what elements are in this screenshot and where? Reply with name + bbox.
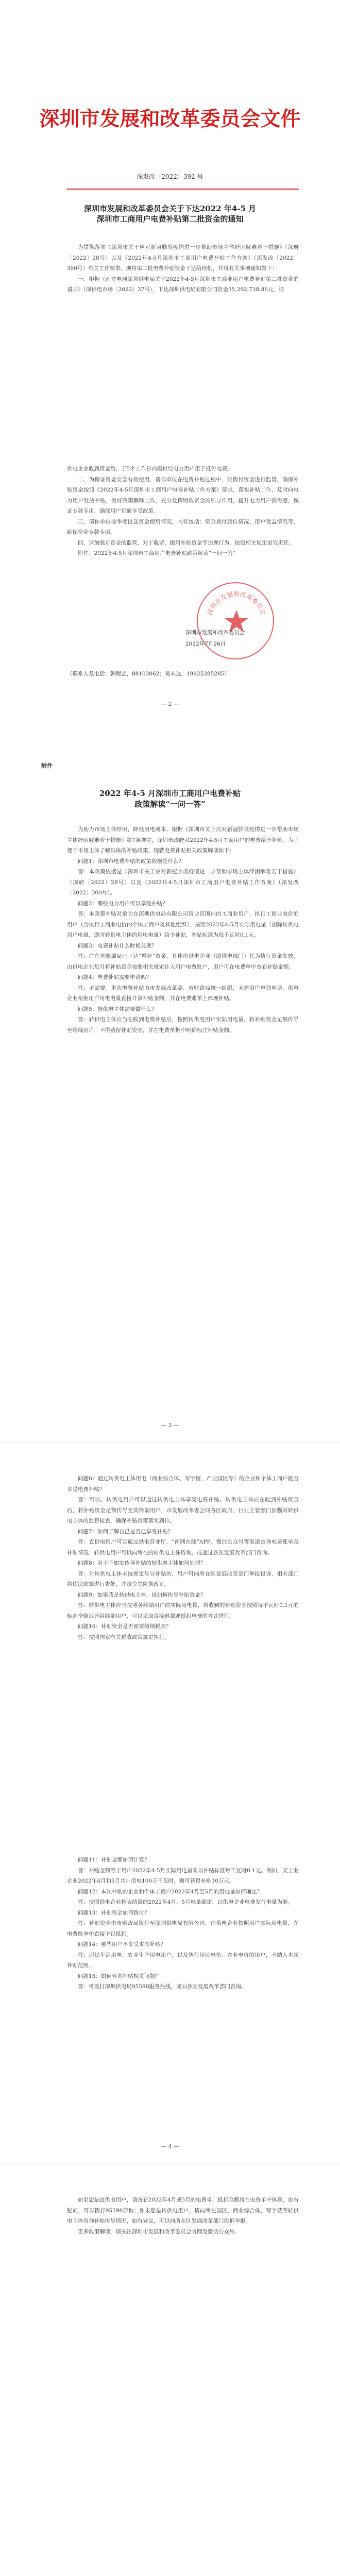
notice-title-line-1: 深圳市发展和改革委员会关于下达2022 年4-5 月 bbox=[83, 204, 257, 213]
page-1 bbox=[0, 0, 340, 721]
paragraph: 供电企业收到资金后，于5个工作日内拨付给电力用户用于抵付电费。 bbox=[67, 466, 233, 472]
paragraph: 二、为保证资金安全有效使用，请你单位在电费补贴过程中，对拨付资金进行监管，确保补贴资金按照《2022年4-5月深圳市工商用户电费补贴工作方案》要求，落实补贴工作，及时向电力用户发放补贴，做好政策解释工作，充分发挥财政资金的引导作用，提升电力用户获得感，保证专款专用，确保用户足额享受政策。 bbox=[67, 476, 299, 514]
question: 问题9：如果我是转供电主体，该如何传导补贴资金？ bbox=[78, 1591, 206, 1598]
answer: 答：直供电用户可以通过供电营业厅、“南网在线”APP、微信公众号等渠道查询电费账单及补贴情况；转供电用户可以向所在的转供电主体咨询，或通过各区发展改革部门咨询。 bbox=[67, 1539, 299, 1556]
page-number: — 3 — bbox=[161, 1422, 179, 1429]
question: 问题8：对于不如实传导补贴的转供电主体如何处理？ bbox=[78, 1560, 206, 1566]
question: 问题12：本次补贴的企业和个体工商户2022年4月至5月的用电量如何确定？ bbox=[78, 1888, 262, 1895]
seal-text: 深圳市发展和改革委员会 bbox=[206, 590, 267, 616]
notice-body-continued bbox=[67, 464, 299, 559]
annex-title-line-1: 2022 年4-5 月深圳市工商用户电费补贴 bbox=[99, 789, 241, 798]
answer: 答：广东省能源局已下达“增补”资金，具体由供电企业（即供电部门）代为执行资金发放，由供电企业每月将补贴资金按照相关规定计入用户电费账户，用户可在电费单中查看补贴金额。 bbox=[67, 953, 299, 970]
paragraph: 为贯彻落实《深圳市关于应对新冠肺炎疫情进一步帮助市场主体纾困解难若干措施》（深府〔2022〕28号）以及《2022年4-5月深圳市工商用户电费补贴工作方案》（深发改〔2022〕300号）有关工作要求，现将第二批电费补贴资金下达给你们，并将有关事项通知如下： bbox=[67, 244, 299, 272]
red-divider bbox=[67, 189, 299, 190]
attachment-line: 附件：2022年4-5月深圳市工商用户电费补贴政策解读“一问一答” bbox=[78, 550, 236, 556]
answer: 答：不需要。本次电费补贴由市发展改革委、市财政局统一组织，无需用户单独申请，供电企业根据用户用电电量直接计算补贴金额，并在电费账单上体现补贴。 bbox=[67, 985, 299, 1002]
answer: 答：本政策依据是《深圳市关于应对新冠肺炎疫情进一步帮助市场主体纾困解难若干措施》（深府〔2022〕28号）以及《2022年4-5月深圳市工商用户电费补贴工作方案》（深发改〔2022〕300号）。 bbox=[67, 869, 299, 896]
annex-body-top bbox=[67, 1473, 299, 1642]
paragraph: 一、根据《南方电网深圳供电局关于2022年4-5月深圳市工商业用户电费补贴第二批资金的请示》（深供电市场〔2022〕37号），下达深圳供电局有限公司资金35,292,738.86元，请 bbox=[67, 276, 299, 293]
question: 问题1：深圳市电费补贴的政策依据是什么？ bbox=[78, 858, 184, 865]
answer: 答：居民生活用电、农业生产用电用户，以及执行居民电价、农业电价的用户，不纳入本次补贴范围。 bbox=[67, 1952, 299, 1969]
question: 问题15：如何咨询补贴相关问题？ bbox=[78, 1973, 161, 1979]
question: 问题10：补贴资金是否需要缴纳税款？ bbox=[78, 1623, 172, 1630]
official-seal bbox=[197, 582, 274, 659]
answer: 答：转供电主体应当按照各终端用户的实际用电量，将收到的补贴资金按照每千瓦时0.1元的标准全额返还给终端用户，可以采取直接退款或抵扣电费的方式进行。 bbox=[67, 1602, 299, 1619]
paragraph: 四、请加强对资金的监管，对于截留、挪用补贴资金等违规行为，按照相关规定追究责任。 bbox=[78, 539, 294, 546]
notice-body bbox=[67, 242, 299, 295]
paragraph: 如果您是直供电用户，请查看2022年4月或5月的电费单，抵扣金额将在电费单中体现，如有疑问，可以拨打95598咨询；如果您是转供电用户，请向所在园区、商业综合体、写字楼等转供电主体咨询补贴传导情况，如有异议，可以向所在区发展改革部门投诉举报。 bbox=[67, 2197, 299, 2224]
page-number: — 4 — bbox=[161, 2143, 179, 2150]
answer: 答：可以。转供电用户可以通过转供电主体享受电费补贴。转供电主体应在收到补贴资金后，将补贴资金足额传导至其终端用户，市发展改革委会同各区政府、行业主管部门加强对转供电主体的监督检查，确保补贴政策落实到位。 bbox=[67, 1497, 299, 1524]
paragraph: 更多政策解读，请关注深圳市发展和改革委员会官网及微信公众号。 bbox=[78, 2228, 240, 2235]
paragraph: 为助力市场主体纾困，降低用电成本，根据《深圳市关于应对新冠肺炎疫情进一步帮助市场主体纾困解难若干措施》第7条规定，深圳市政府对2022年4-5月工商用户的电费给予补贴。为了便于市场主体了解具体的补贴政策，现就电费补贴相关政策解读如下： bbox=[67, 826, 299, 854]
signature-date: 2022年7月26日 bbox=[185, 641, 226, 647]
attachment-label: 附件 bbox=[41, 762, 53, 769]
question: 问题14：哪些用户不享受本次补贴？ bbox=[78, 1941, 166, 1947]
question: 问题4：电费补贴需要申请吗？ bbox=[78, 974, 152, 980]
notice-title-line-2: 深圳市工商用户电费补贴第二批资金的通知 bbox=[96, 214, 244, 224]
question: 问题7：如何了解自己是否已享受补贴？ bbox=[78, 1528, 174, 1535]
document-number: 深发改〔2022〕392 号 bbox=[137, 173, 203, 180]
seal-graphic bbox=[198, 583, 275, 660]
paragraph: 三、请你单位按季度报送资金使用情况，内容包括：资金拨付到位情况、用户受益情况等，确保资金专款专用。 bbox=[67, 518, 299, 535]
closing-body bbox=[67, 2195, 299, 2237]
question: 问题3：电费补贴什么时候兑现？ bbox=[78, 942, 157, 949]
question: 问题2：哪些电力用户可以享受补贴？ bbox=[78, 900, 168, 907]
answer: 答：本政策补贴对象为在深圳供电局有限公司营业范围内的工商业用户，执行工商业电价的用户（含执行工商业电价的个体工商户及其他组织），按照2022年4-5月实际用电量（扣除转供电用户电量，即含转供电主体的用电电量）给予补贴，补贴标准为每千瓦时0.1元。 bbox=[67, 911, 299, 938]
answer: 答：补贴金额等于用户2022年4-5月实际用电量乘以补贴标准每千瓦时0.1元。例如，某工业企业2022年4月和5月共计用电100万千瓦时，则可获得补贴10万元。 bbox=[67, 1867, 299, 1884]
question: 问题6：通过转供电主体用电（商业综合体、写字楼、产业园区等）的企业和个体工商户能否享受电费补贴？ bbox=[67, 1476, 299, 1493]
answer: 答：转供电主体应当在收到电费补贴后，按照转供电用户实际用电量，将补贴资金足额传导至终端用户，不得截留补贴资金，并在电费单据中明确标注补贴金额。 bbox=[67, 1016, 299, 1033]
answer: 答：按照国家有关税收政策规定执行。 bbox=[78, 1634, 170, 1640]
annex-title-line-2: 政策解读“一问一答” bbox=[134, 800, 206, 809]
answer: 答：可拨打深圳供电局95598服务热线，或向各区发展改革部门咨询。 bbox=[78, 1984, 247, 1990]
annex-body bbox=[67, 824, 299, 1036]
question: 问题11：补贴金额如何计算？ bbox=[78, 1857, 150, 1863]
page-2 bbox=[0, 721, 340, 1443]
signature-organization: 深圳市发展和改革委员会 bbox=[185, 630, 245, 636]
answer: 答：补贴资金由市财政局拨付至深圳供电局有限公司，由供电企业按照用户实际用电量，在电费账单中直接予以抵扣。 bbox=[67, 1920, 299, 1937]
question: 问题5：转供电主体需要做什么？ bbox=[78, 1006, 157, 1012]
question: 问题13：补贴资金如何拨付？ bbox=[78, 1909, 150, 1916]
page-4 bbox=[0, 2164, 340, 2576]
red-header-title: 深圳市发展和改革委员会文件 bbox=[39, 107, 301, 131]
page-number: — 2 — bbox=[161, 701, 179, 707]
page-3 bbox=[0, 1443, 340, 2164]
answer: 答：对转供电主体未按规定传导补贴的，用户可向所在区发展改革部门举报投诉，相关部门将依法依规进行查处，并责令其限期改正。 bbox=[67, 1570, 299, 1587]
annex-body-bottom bbox=[67, 1855, 299, 1992]
contact-info: （联系人及电话：韩程艺，88103062；吴未达，19925285285） bbox=[67, 671, 230, 677]
answer: 答：按照供电企业抄表结算的2022年4月、5月电量确定，以供电企业电费发行电量为准。 bbox=[78, 1899, 294, 1905]
